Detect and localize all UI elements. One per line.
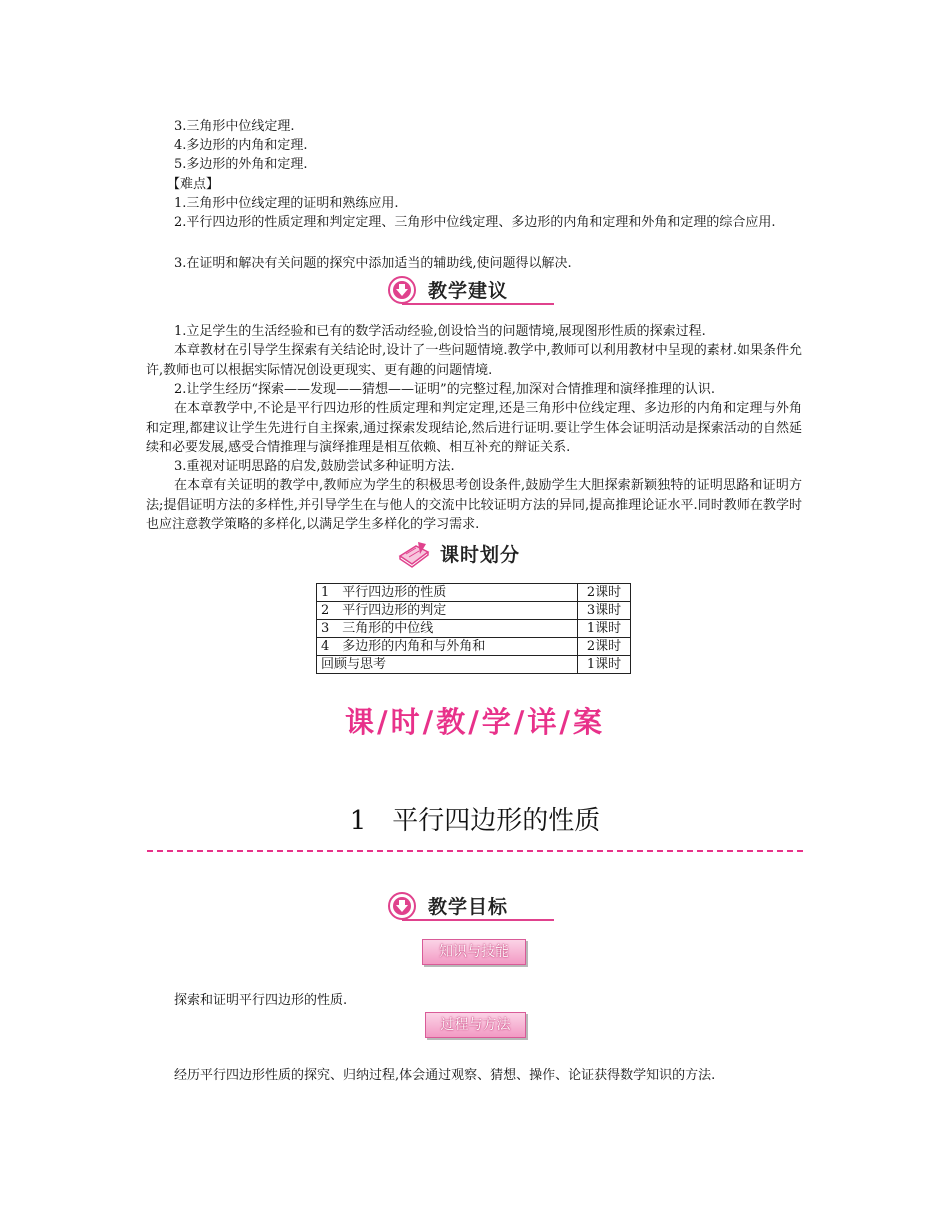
knowledge-text: 探索和证明平行四边形的性质.	[174, 993, 348, 1008]
advice-para-6: 在本章有关证明的教学中,教师应为学生的积极思考创设条件,鼓励学生大胆探索新颖独特的证明思路和证明方法;提倡证明方法的多样性,并引导学生在与他人的交流中比较证明方法的异同,提高推理论证水平.同时教师在教学时也应注意教学策略的多样化,以满足学生多样化的学习需求.	[146, 478, 802, 532]
table-row	[317, 638, 631, 656]
teaching-advice-title: 教学建议	[428, 280, 509, 302]
title-underline	[402, 919, 554, 921]
lesson-cell: 2 平行四边形的判定	[317, 602, 578, 620]
dashed-divider	[147, 850, 803, 852]
list-item-4: 4.多边形的内角和定理.	[174, 138, 308, 153]
table-row	[317, 584, 631, 602]
objectives-title: 教学目标	[428, 896, 509, 918]
list-item-3: 3.三角形中位线定理.	[174, 119, 295, 134]
hours-cell: 1课时	[578, 656, 631, 674]
advice-para-3: 2.让学生经历“探索——发现——猜想——证明”的完整过程,加深对合情推理和演绎推理的认识.	[174, 382, 715, 397]
hours-cell: 2课时	[578, 584, 631, 602]
advice-para-1: 1.立足学生的生活经验和已有的数学活动经验,创设恰当的问题情境,展现图形性质的探索过程.	[174, 324, 706, 339]
advice-para-5: 3.重视对证明思路的启发,鼓励尝试多种证明方法.	[174, 459, 455, 474]
difficulty-heading: 【难点】	[167, 177, 220, 192]
process-text: 经历平行四边形性质的探究、归纳过程,体会通过观察、猜想、操作、论证获得数学知识的方法.	[174, 1068, 716, 1083]
lesson-title: 1 平行四边形的性质	[349, 806, 601, 836]
knowledge-skill-tag: 知识与技能	[422, 939, 526, 965]
difficulty-item-3: 3.在证明和解决有关问题的探究中添加适当的辅助线,使问题得以解决.	[174, 256, 572, 271]
lesson-cell: 回顾与思考	[317, 656, 578, 674]
table-row	[317, 656, 631, 674]
section-banner: 课/时/教/学/详/案	[345, 705, 605, 739]
lesson-cell: 4 多边形的内角和与外角和	[317, 638, 578, 656]
lesson-cell: 3 三角形的中位线	[317, 620, 578, 638]
difficulty-item-1: 1.三角形中位线定理的证明和熟练应用.	[174, 196, 399, 211]
hours-cell: 1课时	[578, 620, 631, 638]
difficulty-item-2: 2.平行四边形的性质定理和判定定理、三角形中位线定理、多边形的内角和定理和外角和定理的综合应用.	[174, 215, 776, 230]
download-arrow-icon	[388, 276, 416, 304]
hours-cell: 2课时	[578, 638, 631, 656]
table-row	[317, 620, 631, 638]
process-method-tag: 过程与方法	[425, 1012, 526, 1038]
objectives-header	[388, 890, 558, 924]
table-row	[317, 602, 631, 620]
schedule-table	[316, 583, 631, 674]
schedule-title: 课时划分	[440, 544, 521, 566]
advice-para-2: 本章教材在引导学生探索有关结论时,设计了一些问题情境.教学中,教师可以利用教材中呈现的素材.如果条件允许,教师也可以根据实际情况创设更现实、更有趣的问题情境.	[146, 343, 802, 378]
book-pen-icon	[398, 540, 430, 568]
lesson-cell: 1 平行四边形的性质	[317, 584, 578, 602]
hours-cell: 3课时	[578, 602, 631, 620]
advice-para-4: 在本章教学中,不论是平行四边形的性质定理和判定定理,还是三角形中位线定理、多边形的内角和定理与外角和定理,都建议让学生先进行自主探索,通过探索发现结论,然后进行证明.要让学生体会证明活动是探索活动的自然延续和必要发展,感受合情推理与演绎推理是相互依赖、相互补充的辩证关系.	[146, 401, 802, 455]
teaching-advice-header	[388, 274, 558, 308]
download-arrow-icon	[388, 892, 416, 920]
title-underline	[402, 303, 554, 305]
list-item-5: 5.多边形的外角和定理.	[174, 157, 308, 172]
schedule-header	[398, 538, 538, 572]
